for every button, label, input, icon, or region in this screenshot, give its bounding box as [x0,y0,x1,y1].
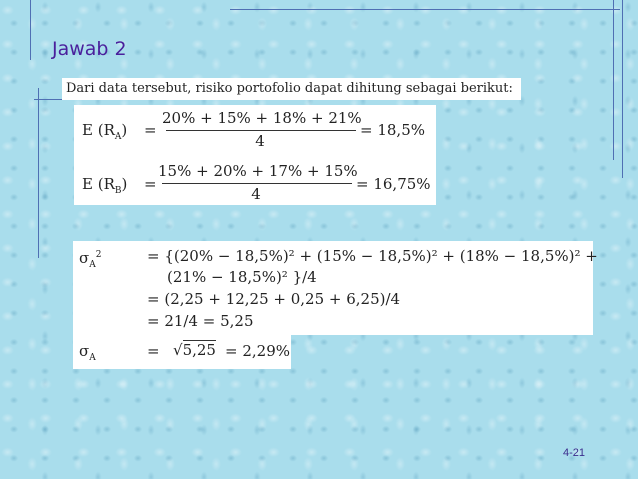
er-a-label: E $(R_A)$ [82,121,128,142]
frame-line-right [613,0,614,160]
intro-text: Dari data tersebut, risiko portofolio dapat dihitung sebagai berikut: [62,78,521,100]
variance-line-3: = (2,25 + 12,25 + 0,25 + 6,25)/4 [147,290,401,308]
er-b-fraction-bar [162,183,352,184]
variance-label: $\sigma_A^2$ [79,249,102,270]
er-a-result: = 18,5% [360,121,425,139]
er-b-denominator: 4 [251,185,261,203]
variance-line-2: (21% − 18,5%)² }/4 [167,268,317,286]
frame-line-left-top [30,0,31,60]
er-a-equals: = [144,121,157,139]
er-b-equals: = [144,175,157,193]
variance-line-1: = {(20% − 18,5%)² + (15% − 18,5%)² + (18% − 18,5%)² + [147,247,598,265]
frame-line-left [38,88,39,258]
er-b-numerator: 15% + 20% + 17% + 15% [158,162,358,180]
variance-line-4: = 21/4 = 5,25 [147,312,254,330]
frame-line-top-right [230,9,620,10]
stdev-equals: = [147,342,160,360]
er-a-fraction-bar [166,130,356,131]
sqrt-icon: √ [173,341,183,359]
stdev-result: = 2,29% [225,342,290,360]
slide-title: Jawab 2 [52,38,127,60]
frame-line-right-inner [622,0,623,178]
expected-return-card [74,105,436,205]
stdev-sqrt [173,341,216,359]
stdev-card [73,335,291,369]
stdev-label: $\sigma_A$ [79,342,96,363]
er-a-numerator: 20% + 15% + 18% + 21% [162,109,362,127]
er-b-result: = 16,75% [356,175,431,193]
er-a-denominator: 4 [255,132,265,150]
variance-card [73,241,598,335]
er-b-label: E $(R_B)$ [82,175,128,196]
page-number: 4-21 [563,447,586,459]
stdev-radicand: 5,25 [182,341,216,359]
